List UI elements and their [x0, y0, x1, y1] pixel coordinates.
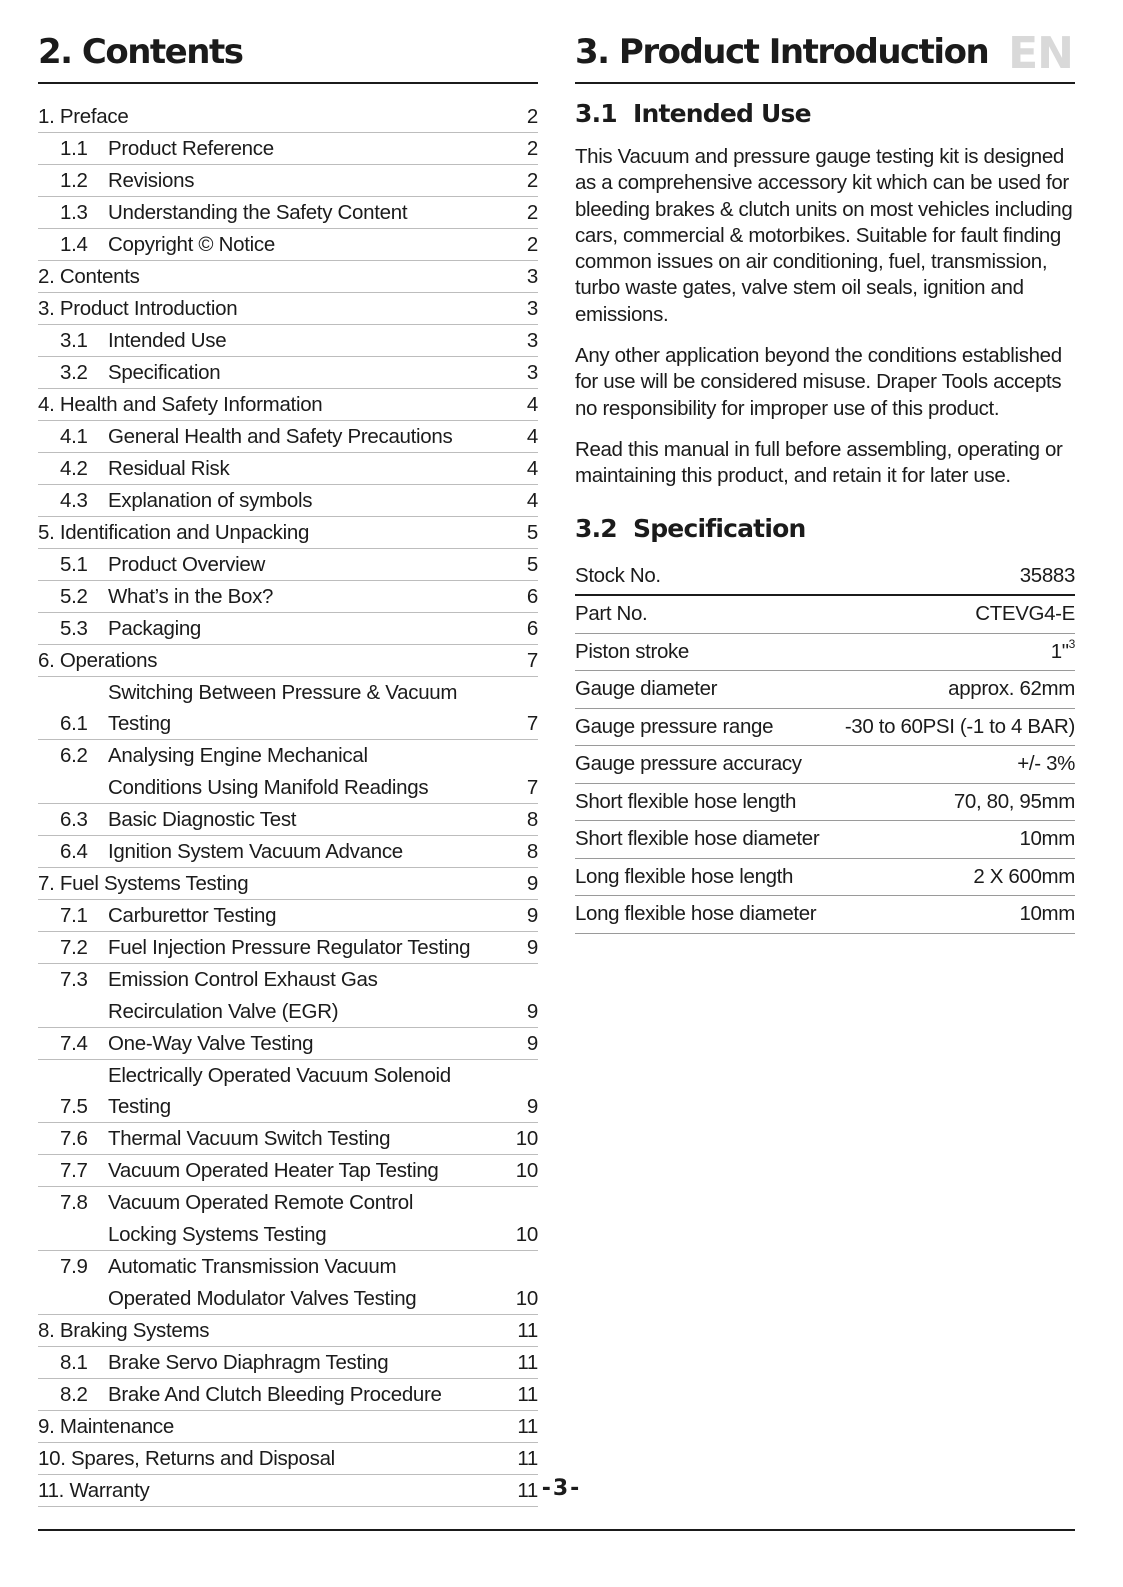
toc-entry [38, 261, 538, 293]
spec-value [948, 671, 1075, 708]
toc-entry-number: 7.8 [60, 1191, 88, 1214]
toc-entry-title: Electrically Operated Vacuum Solenoid Testing [108, 1064, 451, 1118]
toc-entry-number: 8.1 [60, 1351, 88, 1374]
toc-entry [38, 133, 538, 165]
toc-entry-title: 11. Warranty [38, 1479, 150, 1502]
toc-entry-title [108, 1187, 498, 1250]
toc-entry-page: 6 [526, 617, 538, 640]
toc-entry-title: Basic Diagnostic Test [108, 808, 297, 831]
toc-entry-title: Fuel Injection Pressure Regulator Testing [108, 936, 471, 959]
toc-entry-number: 1.3 [60, 201, 88, 224]
toc-entry-title: 2. Contents [38, 265, 140, 288]
toc-entry-page: 10 [515, 1222, 538, 1246]
spec-label: Gauge pressure accuracy [575, 752, 802, 776]
toc-entry-number: 7.7 [60, 1159, 88, 1182]
spec-value [1051, 634, 1075, 671]
spec-value [973, 859, 1075, 896]
specification-heading [575, 514, 1075, 544]
spec-label: Long flexible hose diameter [575, 902, 817, 926]
toc-entry-page: 11 [517, 1447, 538, 1470]
toc-entry [38, 1379, 538, 1411]
spec-row [575, 634, 1075, 672]
toc-entry-title: Ignition System Vacuum Advance [108, 840, 403, 863]
toc-entry-page: 9 [526, 999, 538, 1023]
toc-entry-number: 4.3 [60, 489, 88, 512]
toc-entry-title-line: Automatic Transmission Vacuum [108, 1255, 397, 1278]
toc-entry-number: 7.3 [60, 968, 88, 991]
toc-entry-page: 2 [526, 169, 538, 192]
toc-entry-page: 4 [526, 457, 538, 480]
intended-use-number: 3.1 [575, 99, 617, 128]
spec-value-text: 70, 80, 95mm [953, 789, 1075, 813]
toc-entry [38, 453, 538, 485]
spec-label: Part No. [575, 602, 648, 626]
toc-entry-title: Specification [108, 361, 221, 384]
toc-entry-title: 3. Product Introduction [38, 297, 238, 320]
toc-entry-title: Thermal Vacuum Switch Testing [108, 1127, 391, 1150]
toc-entry-page: 9 [526, 1032, 538, 1055]
spec-row [575, 784, 1075, 822]
toc-entry-page: 4 [526, 393, 538, 416]
toc-entry-title: Revisions [108, 169, 195, 192]
toc-entry [38, 1443, 538, 1475]
toc-entry-page: 5 [526, 553, 538, 576]
specification-table [575, 558, 1075, 934]
toc-entry-number: 6.4 [60, 840, 88, 863]
toc-entry-page: 3 [526, 265, 538, 288]
toc-entry-title: 10. Spares, Returns and Disposal [38, 1447, 335, 1470]
toc-entry [38, 357, 538, 389]
toc-entry [38, 517, 538, 549]
misuse-paragraph: Any other application beyond the conditions established for use will be considered misuse. Draper Tools accepts no responsibility for improper use of this product. [575, 344, 1062, 420]
product-introduction-column [575, 30, 1075, 934]
toc-entry [38, 1315, 538, 1347]
toc-entry [38, 1187, 538, 1251]
spec-value [975, 596, 1075, 633]
toc-entry-number: 8.2 [60, 1383, 88, 1406]
toc-entry-number: 5.3 [60, 617, 88, 640]
toc-entry [38, 165, 538, 197]
toc-entry-title-line: Recirculation Valve (EGR) [108, 999, 339, 1023]
toc-entry [38, 421, 538, 453]
page-number: -3- [541, 1476, 582, 1501]
toc-entry [38, 101, 538, 133]
spec-value-text: 1" [1050, 639, 1069, 663]
toc-entry [38, 1123, 538, 1155]
toc-entry-title: Understanding the Safety Content [108, 201, 408, 224]
toc-entry-number: 7.5 [60, 1095, 88, 1118]
toc-entry [38, 868, 538, 900]
toc-entry [38, 677, 538, 740]
toc-entry-page: 10 [515, 1159, 538, 1182]
spec-row [575, 746, 1075, 784]
toc-entry-page: 2 [526, 233, 538, 256]
spec-row [575, 558, 1075, 597]
spec-row [575, 709, 1075, 747]
toc-entry-title: 5. Identification and Unpacking [38, 521, 310, 544]
toc-entry [38, 229, 538, 261]
toc-entry [38, 1411, 538, 1443]
contents-column [38, 30, 538, 1507]
toc-entry-number: 6.1 [60, 712, 88, 735]
spec-value-text: 10mm [1019, 827, 1075, 851]
toc-entry-title: Explanation of symbols [108, 489, 313, 512]
toc-entry-number: 3.1 [60, 329, 88, 352]
toc-entry-number: 4.2 [60, 457, 88, 480]
toc-entry-title: 4. Health and Safety Information [38, 393, 323, 416]
spec-value-text: 35883 [1019, 563, 1075, 587]
toc-entry-title: Brake And Clutch Bleeding Procedure [108, 1383, 442, 1406]
toc-entry-title: Intended Use [108, 329, 227, 352]
product-introduction-title: 3. Product Introduction [575, 30, 1075, 84]
toc-entry [38, 1060, 538, 1123]
footer-divider [38, 1529, 1075, 1531]
toc-entry-page: 9 [526, 1095, 538, 1118]
toc-entry-title-line: Operated Modulator Valves Testing [108, 1286, 417, 1310]
toc-entry-title [108, 740, 498, 803]
spec-label: Long flexible hose length [575, 864, 794, 888]
toc-entry-page: 4 [526, 425, 538, 448]
toc-entry [38, 197, 538, 229]
toc-entry [38, 964, 538, 1028]
toc-entry-page: 10 [515, 1127, 538, 1150]
spec-label: Gauge pressure range [575, 714, 774, 738]
toc-entry-title-line: Analysing Engine Mechanical [108, 744, 368, 767]
spec-value-text: approx. 62mm [948, 677, 1075, 701]
toc-entry-title-line: Emission Control Exhaust Gas [108, 968, 378, 991]
toc-entry-number: 1.2 [60, 169, 88, 192]
toc-entry-number: 1.4 [60, 233, 88, 256]
toc-entry-page: 7 [526, 712, 538, 735]
toc-entry-page: 4 [526, 489, 538, 512]
toc-entry-page: 3 [526, 361, 538, 384]
toc-entry [38, 836, 538, 868]
toc-entry [38, 325, 538, 357]
language-badge: EN [1008, 28, 1073, 79]
spec-value [954, 784, 1075, 821]
spec-value-text: 2 X 600mm [973, 864, 1075, 888]
toc-entry-number: 6.3 [60, 808, 88, 831]
toc-entry [38, 1155, 538, 1187]
toc-entry [38, 645, 538, 677]
toc-entry [38, 581, 538, 613]
toc-entry-number: 6.2 [60, 744, 88, 767]
spec-label: Short flexible hose diameter [575, 827, 820, 851]
spec-value-superscript: 3 [1068, 636, 1075, 651]
toc-entry [38, 932, 538, 964]
toc-entry-page: 11 [517, 1415, 538, 1438]
spec-value-text: 10mm [1019, 902, 1075, 926]
toc-entry-title-line: Conditions Using Manifold Readings [108, 775, 429, 799]
spec-label: Stock No. [575, 563, 661, 587]
toc-entry-title: One-Way Valve Testing [108, 1032, 314, 1055]
spec-label: Gauge diameter [575, 677, 718, 701]
toc-entry [38, 1251, 538, 1315]
toc-entry-number: 7.9 [60, 1255, 88, 1278]
toc-entry-number: 7.1 [60, 904, 88, 927]
toc-entry-number: 1.1 [60, 137, 88, 160]
toc-entry-number: 4.1 [60, 425, 88, 448]
spec-row [575, 596, 1075, 634]
toc-entry-title: Product Overview [108, 553, 265, 576]
toc-entry-page: 3 [526, 297, 538, 320]
toc-entry-page: 7 [526, 649, 538, 672]
spec-value [1019, 896, 1075, 933]
spec-row [575, 896, 1075, 934]
toc-entry [38, 485, 538, 517]
toc-entry-title: Copyright © Notice [108, 233, 275, 256]
spec-row [575, 671, 1075, 709]
toc-entry-title: 6. Operations [38, 649, 158, 672]
toc-entry-title: 9. Maintenance [38, 1415, 174, 1438]
spec-value-text: +/- 3% [1017, 752, 1075, 776]
toc-entry-page: 8 [526, 808, 538, 831]
toc-entry-title: Vacuum Operated Heater Tap Testing [108, 1159, 439, 1182]
toc-entry-number: 5.2 [60, 585, 88, 608]
toc-entry-page: 11 [517, 1351, 538, 1374]
spec-value [1019, 821, 1075, 858]
toc-entry-title [108, 1251, 498, 1314]
toc-entry-number: 7.6 [60, 1127, 88, 1150]
toc-entry-page: 8 [526, 840, 538, 863]
toc-entry-title: Product Reference [108, 137, 274, 160]
toc-entry-page: 11 [517, 1479, 538, 1502]
toc-entry-page: 2 [526, 137, 538, 160]
spec-value-text: -30 to 60PSI (-1 to 4 BAR) [844, 714, 1075, 738]
toc-entry-page: 7 [526, 775, 538, 799]
toc-entry-title-line: Vacuum Operated Remote Control [108, 1191, 414, 1214]
toc-entry [38, 1028, 538, 1060]
toc-entry-number: 3.2 [60, 361, 88, 384]
toc-entry [38, 804, 538, 836]
toc-entry-page: 10 [515, 1286, 538, 1310]
toc-entry-page: 9 [526, 872, 538, 895]
specification-label: Specification [633, 513, 806, 543]
toc-entry-number: 5.1 [60, 553, 88, 576]
toc-entry-number: 7.4 [60, 1032, 88, 1055]
toc-entry-page: 11 [517, 1319, 538, 1342]
toc-entry-page: 2 [526, 105, 538, 128]
toc-entry-page: 6 [526, 585, 538, 608]
toc-entry-title-line: Locking Systems Testing [108, 1222, 327, 1246]
contents-title: 2. Contents [38, 30, 538, 84]
spec-label: Piston stroke [575, 639, 689, 663]
toc-entry-page: 3 [526, 329, 538, 352]
toc-entry [38, 293, 538, 325]
toc-entry-title: Switching Between Pressure & Vacuum Testing [108, 681, 458, 735]
intended-use-heading [575, 99, 1075, 129]
specification-number: 3.2 [575, 513, 617, 543]
toc-entry-title: 8. Braking Systems [38, 1319, 210, 1342]
toc-entry-title: General Health and Safety Precautions [108, 425, 453, 448]
toc-entry-title: 1. Preface [38, 105, 129, 128]
toc-entry-title: Residual Risk [108, 457, 230, 480]
toc-entry [38, 613, 538, 645]
table-of-contents [38, 101, 538, 1507]
toc-entry-title: What’s in the Box? [108, 585, 274, 608]
spec-label: Short flexible hose length [575, 789, 797, 813]
spec-value [845, 709, 1075, 746]
toc-entry [38, 389, 538, 421]
toc-entry [38, 740, 538, 804]
toc-entry-title [108, 964, 498, 1027]
toc-entry-page: 9 [526, 904, 538, 927]
toc-entry-title: 7. Fuel Systems Testing [38, 872, 249, 895]
spec-row [575, 859, 1075, 897]
toc-entry-title: Carburettor Testing [108, 904, 277, 927]
spec-value [1017, 746, 1075, 783]
intended-use-label: Intended Use [633, 99, 811, 128]
toc-entry-title: Packaging [108, 617, 202, 640]
toc-entry-page: 2 [526, 201, 538, 224]
intended-use-paragraph: This Vacuum and pressure gauge testing kit is designed as a comprehensive accessory kit which can be used for bleeding brakes & clutch units on most vehicles including cars, commercial & motorbikes. Suitable for fault finding common issues on air conditioning, fuel, transmission, turbo waste gates, valve stem oil seals, ignition and emissions. [575, 145, 1073, 326]
toc-entry-title: Brake Servo Diaphragm Testing [108, 1351, 389, 1374]
toc-entry [38, 549, 538, 581]
toc-entry-page: 9 [526, 936, 538, 959]
toc-entry-number: 7.2 [60, 936, 88, 959]
read-manual-paragraph: Read this manual in full before assembling, operating or maintaining this product, and retain it for later use. [575, 437, 1063, 488]
spec-row [575, 821, 1075, 859]
toc-entry-page: 11 [517, 1383, 538, 1406]
spec-value-text: CTEVG4-E [975, 602, 1075, 626]
spec-value [1020, 558, 1075, 595]
toc-entry [38, 900, 538, 932]
toc-entry-page: 5 [526, 521, 538, 544]
toc-entry [38, 1347, 538, 1379]
